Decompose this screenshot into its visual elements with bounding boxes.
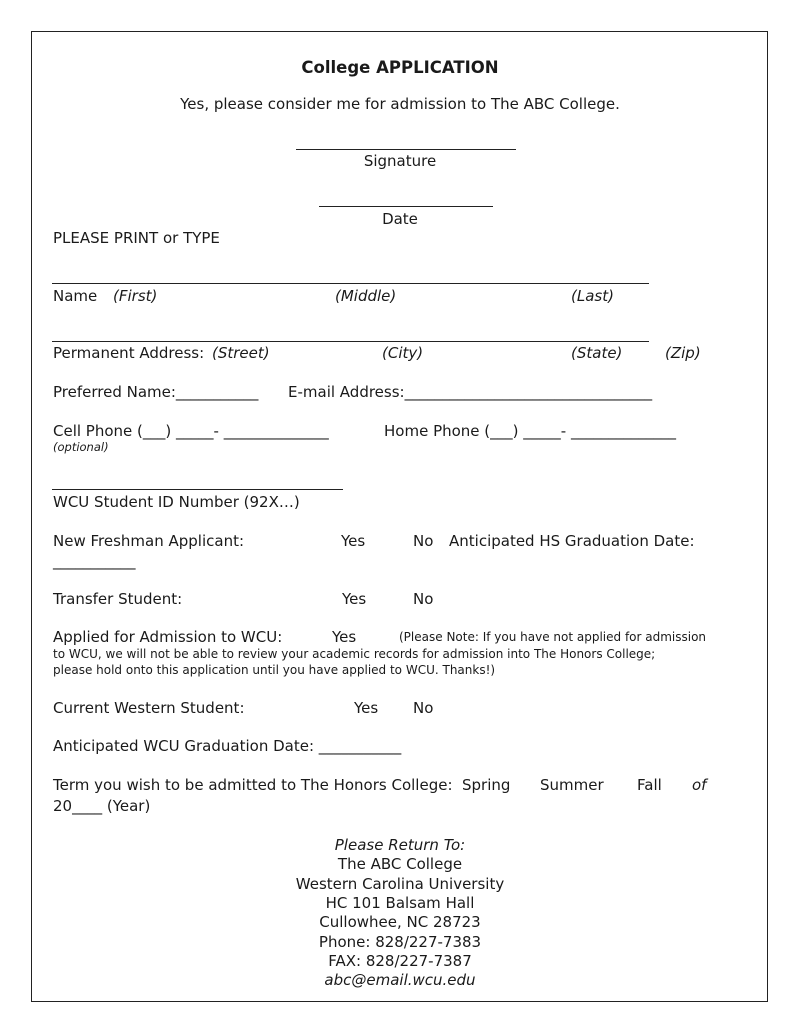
- date-label: Date: [382, 210, 418, 228]
- term-fall-option[interactable]: Fall: [637, 776, 662, 794]
- term-of-text: of: [692, 776, 707, 794]
- freshman-label: New Freshman Applicant:: [53, 532, 245, 550]
- cell-optional-note: (optional): [53, 440, 109, 454]
- applied-note-line-3: please hold onto this application until you have applied to WCU. Thanks!): [53, 663, 496, 677]
- applied-note-line-1: (Please Note: If you have not applied for admission: [399, 630, 707, 644]
- return-email-link[interactable]: abc@email.wcu.edu: [324, 971, 476, 989]
- applied-yes-option[interactable]: Yes: [332, 628, 357, 646]
- hs-graduation-date-field[interactable]: ___________: [53, 552, 136, 570]
- return-line: Cullowhee, NC 28723: [319, 913, 481, 931]
- return-line: The ABC College: [337, 855, 463, 873]
- signature-label: Signature: [363, 152, 437, 170]
- middle-name-hint: (Middle): [335, 287, 397, 305]
- city-hint: (City): [382, 344, 424, 362]
- transfer-yes-option[interactable]: Yes: [342, 590, 367, 608]
- signature-line[interactable]: [296, 149, 516, 150]
- term-label: Term you wish to be admitted to The Honors College:: [53, 776, 453, 794]
- return-heading: Please Return To:: [334, 836, 466, 854]
- student-id-line[interactable]: [52, 489, 343, 490]
- term-summer-option[interactable]: Summer: [540, 776, 604, 794]
- home-phone-field[interactable]: Home Phone (___) _____- ______________: [384, 422, 676, 440]
- transfer-label: Transfer Student:: [53, 590, 183, 608]
- student-id-label: WCU Student ID Number (92X…): [53, 493, 300, 511]
- address-label: Permanent Address:: [53, 344, 205, 362]
- return-line: HC 101 Balsam Hall: [325, 894, 475, 912]
- return-line: FAX: 828/227-7387: [328, 952, 472, 970]
- current-student-label: Current Western Student:: [53, 699, 245, 717]
- return-line: Phone: 828/227-7383: [318, 933, 482, 951]
- name-label: Name: [53, 287, 98, 305]
- applied-label: Applied for Admission to WCU:: [53, 628, 283, 646]
- hs-graduation-label: Anticipated HS Graduation Date:: [449, 532, 695, 550]
- form-title: College APPLICATION: [301, 58, 499, 77]
- intro-text: Yes, please consider me for admission to The ABC College.: [180, 95, 620, 113]
- state-hint: (State): [571, 344, 623, 362]
- last-name-hint: (Last): [571, 287, 614, 305]
- address-line[interactable]: [52, 341, 649, 342]
- wcu-graduation-date-field[interactable]: Anticipated WCU Graduation Date: ___________: [53, 737, 402, 755]
- print-instruction: PLEASE PRINT or TYPE: [53, 229, 220, 247]
- return-line: Western Carolina University: [295, 875, 505, 893]
- transfer-no-option[interactable]: No: [413, 590, 434, 608]
- current-no-option[interactable]: No: [413, 699, 434, 717]
- freshman-yes-option[interactable]: Yes: [341, 532, 366, 550]
- cell-phone-field[interactable]: Cell Phone (___) _____- ______________: [53, 422, 329, 440]
- freshman-no-option[interactable]: No: [413, 532, 434, 550]
- term-year-field[interactable]: 20____ (Year): [53, 797, 151, 815]
- applied-note-line-2: to WCU, we will not be able to review your academic records for admission into The Honors College;: [53, 647, 656, 661]
- term-spring-option[interactable]: Spring: [462, 776, 511, 794]
- first-name-hint: (First): [113, 287, 158, 305]
- date-line[interactable]: [319, 206, 493, 207]
- preferred-name-field[interactable]: Preferred Name:___________: [53, 383, 259, 401]
- current-yes-option[interactable]: Yes: [354, 699, 379, 717]
- street-hint: (Street): [212, 344, 270, 362]
- email-field[interactable]: E-mail Address:_________________________________: [288, 383, 653, 401]
- zip-hint: (Zip): [665, 344, 701, 362]
- name-line[interactable]: [52, 283, 649, 284]
